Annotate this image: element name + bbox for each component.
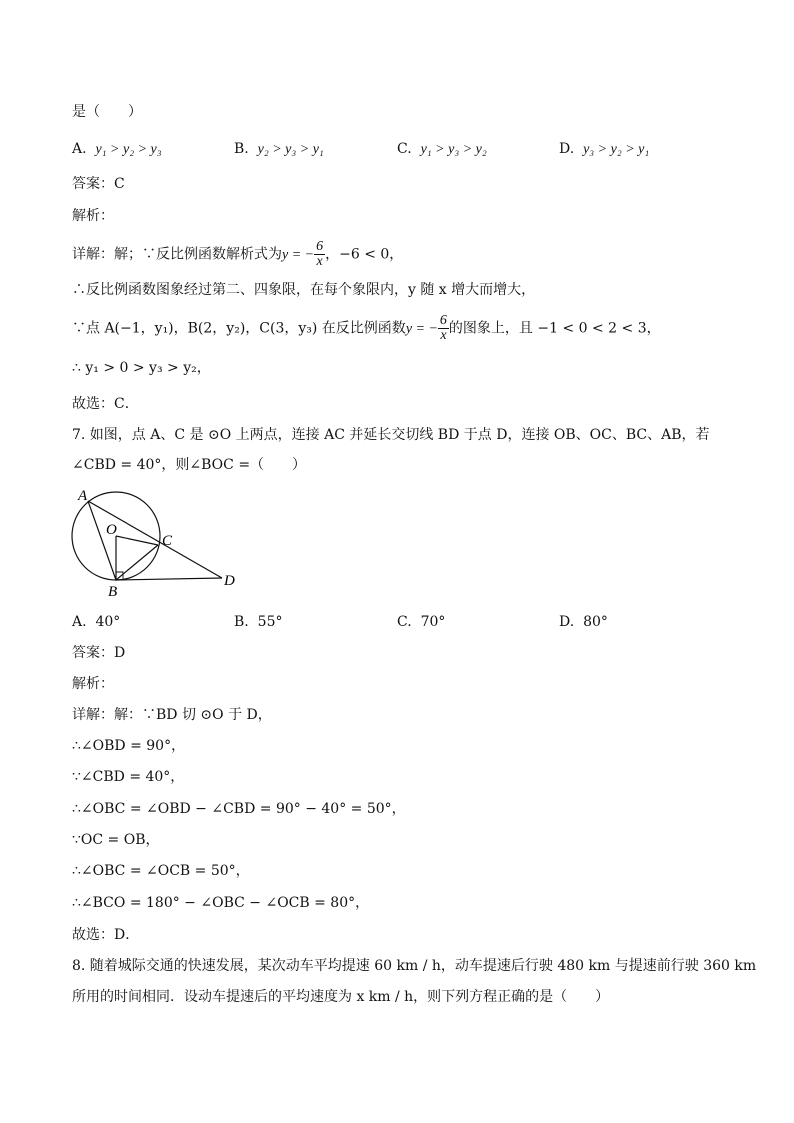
q7-option-a: A. 40° <box>72 614 121 630</box>
q7-answer: 答案：D <box>72 645 126 661</box>
q7-step-7: ∴∠BCO = 180° − ∠OBC − ∠OCB = 80°， <box>72 895 370 911</box>
q7-stem-line1: 7. 如图，点 A、C 是 ⊙O 上两点，连接 AC 并延长交切线 BD 于点 D，连接 OB、OC、BC、AB，若 <box>72 427 710 443</box>
label-d: D <box>224 573 235 589</box>
label-o: O <box>106 522 117 538</box>
q7-option-b: B. 55° <box>234 614 283 630</box>
segment-ad <box>88 501 222 578</box>
q8-stem-line2: 所用的时间相同．设动车提速后的平均速度为 x km / h，则下列方程正确的是（ ） <box>72 989 610 1005</box>
q7-option-c: C. 70° <box>397 614 446 630</box>
q6-option-c: C. y₁ > y₃ > y₂ <box>397 141 487 157</box>
q6-detail-line3: ∵点 A(−1，y₁)，B(2，y₂)，C(3，y₃) 在反比例函数y = − $\frac{6}{x}$ 的图象上，且 −1 < 0 < 2 < 3， <box>72 313 661 343</box>
q6-detail-line1: 详解：解；∵反比例函数解析式为y = − $\frac{6}{x}$ ，−6 < 0， <box>72 239 404 269</box>
q6-detail-line4: ∴ y₁ > 0 > y₃ > y₂， <box>72 360 211 376</box>
label-c: C <box>162 533 173 549</box>
q7-stem-line2: ∠CBD = 40°，则∠BOC =（ ） <box>72 457 307 473</box>
segment-bd <box>116 578 222 580</box>
q7-step-5: ∵OC = OB， <box>72 832 160 848</box>
q7-step-3: ∵∠CBD = 40°， <box>72 769 185 785</box>
q7-geometry-figure <box>60 482 250 602</box>
q6-conclusion: 故选：C． <box>72 396 139 412</box>
q7-step-6: ∴∠OBC = ∠OCB = 50°， <box>72 863 250 879</box>
label-b: B <box>108 584 118 600</box>
q7-analysis-label: 解析： <box>72 676 114 692</box>
q7-option-d: D. 80° <box>559 614 608 630</box>
q7-step-4: ∴∠OBC = ∠OBD − ∠CBD = 90° − 40° = 50°， <box>72 801 406 817</box>
label-a: A <box>78 488 88 504</box>
q6-option-a: A. y₁ > y₂ > y₃ <box>72 141 162 157</box>
q6-answer: 答案：C <box>72 176 125 192</box>
q7-step-1: 详解：解：∵BD 切 ⊙O 于 D， <box>72 707 272 723</box>
q7-conclusion: 故选：D． <box>72 927 140 943</box>
q6-fraction-2: $\frac{6}{x}$ <box>439 313 447 343</box>
q6-fraction-1: $\frac{6}{x}$ <box>316 239 324 269</box>
q7-step-2: ∴∠OBD = 90°， <box>72 738 186 754</box>
q6-analysis-label: 解析： <box>72 208 114 224</box>
q6-detail-line2: ∴反比例函数图象经过第二、四象限，在每个象限内，y 随 x 增大而增大， <box>72 282 536 298</box>
segment-ab <box>88 501 116 580</box>
q8-stem-line1: 8. 随着城际交通的快速发展，某次动车平均提速 60 km / h，动车提速后行驶 480 km 与提速前行驶 360 km <box>72 958 757 974</box>
q6-option-d: D. y₃ > y₂ > y₁ <box>559 141 650 157</box>
q6-option-b: B. y₂ > y₃ > y₁ <box>234 141 324 157</box>
q6-stem-tail: 是（ ） <box>72 104 142 120</box>
